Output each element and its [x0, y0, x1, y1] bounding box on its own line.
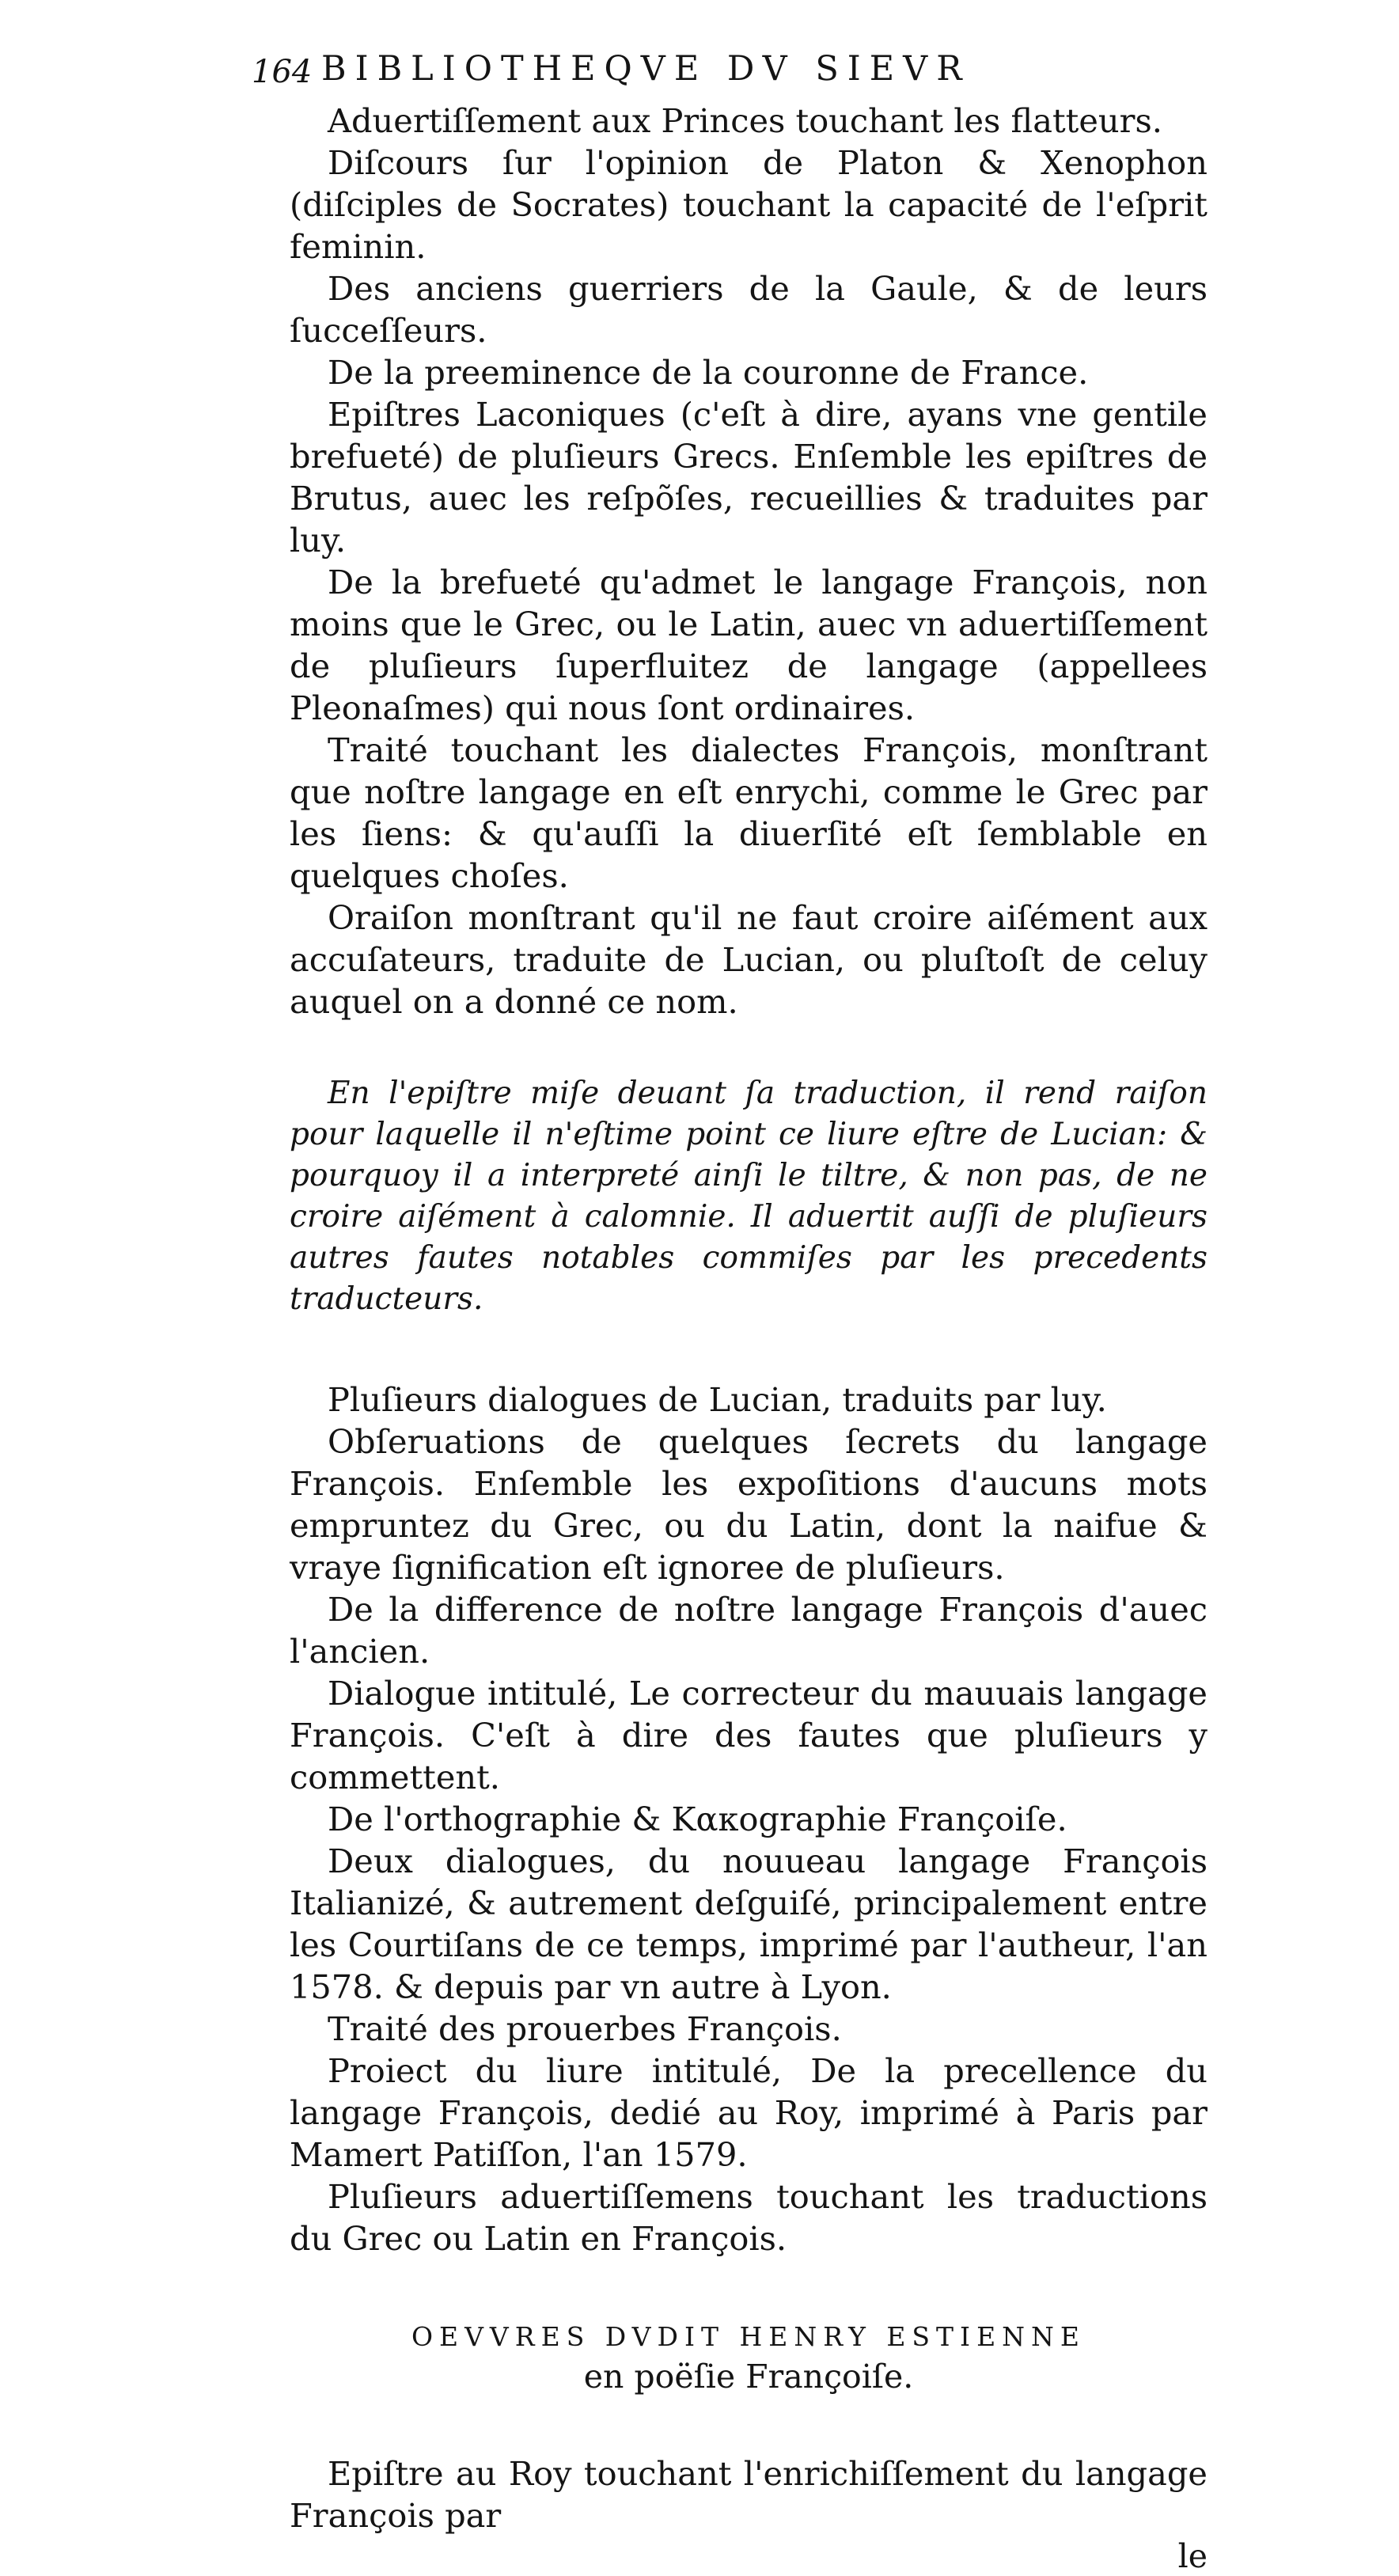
catalog-entry: De l'orthographie & Κακographie Françoiſe. — [328, 1800, 1067, 1838]
catalog-entry: Epiſtres Laconiques (c'eſt à dire, ayans vne gentile brefueté) de pluſieurs Grecs. Enſemble les epiſtres de Brutus, auec les reſpõſes, recueillies & traduites par luy. — [290, 395, 1208, 560]
section-heading: OEVVRES DVDIT HENRY ESTIENNE — [411, 2321, 1086, 2352]
section-subheading: en poëſie Françoiſe. — [583, 2358, 914, 2396]
catalog-entry: Obſeruations de quelques ſecrets du langage François. Enſemble les expoſitions d'aucuns mots empruntez du Grec, ou du Latin, dont la naifue & vraye ſignification eſt ignoree de pluſieurs. — [290, 1422, 1208, 1587]
catalog-entry: Des anciens guerriers de la Gaule, & de leurs ſucceſſeurs. — [290, 269, 1208, 350]
catalog-entry: Pluſieurs dialogues de Lucian, traduits par luy. — [328, 1380, 1107, 1419]
catalog-entry: Pluſieurs aduertiſſemens touchant les traductions du Grec ou Latin en François. — [290, 2177, 1208, 2258]
catalog-entry: Aduertiſſement aux Princes touchant les flatteurs. — [328, 101, 1162, 140]
catalog-entry: Diſcours ſur l'opinion de Platon & Xenophon (diſciples de Socrates) touchant la capacité de l'eſprit feminin. — [290, 143, 1208, 266]
catalog-entry: De la difference de noſtre langage François d'auec l'ancien. — [290, 1590, 1208, 1671]
catchword: le — [1177, 2537, 1208, 2575]
catalog-entry: Epiſtre au Roy touchant l'enrichiſſement du langage François par — [290, 2454, 1208, 2535]
catalog-entry: Dialogue intitulé, Le correcteur du mauuais langage François. C'eſt à dire des fautes que pluſieurs y commettent. — [290, 1674, 1208, 1796]
catalog-entry: Proiect du liure intitulé, De la precellence du langage François, dedié au Roy, imprimé à Paris par Mamert Patiſſon, l'an 1579. — [290, 2051, 1208, 2174]
catalog-entry: Traité des prouerbes François. — [328, 2009, 842, 2048]
page-header — [252, 49, 1090, 104]
italic-note: En l'epiſtre miſe deuant ſa traduction, il rend raiſon pour laquelle il n'eſtime point ce liure eſtre de Lucian: & pourquoy il a interpreté ainſi le tiltre, & non pas, de ne croire aiſément à calomnie. Il aduertit auſſi de pluſieurs autres fautes notables commiſes par les precedents traducteurs. — [290, 1076, 1208, 1317]
running-head: BIBLIOTHEQVE DV SIEVR — [321, 49, 971, 89]
page-number: 164 — [252, 54, 313, 90]
catalog-entry: Deux dialogues, du nouueau langage François Italianizé, & autrement deſguiſé, principalement entre les Courtiſans de ce temps, imprimé par l'autheur, l'an 1578. & depuis par vn autre à Lyon. — [290, 1842, 1208, 2006]
catalog-entry: Traité touchant les dialectes François, monſtrant que noſtre langage en eſt enrychi, comme le Grec par les ſiens: & qu'auſſi la diuerſité eſt ſemblable en quelques choſes. — [290, 730, 1208, 895]
catalog-entry: De la preeminence de la couronne de France. — [328, 353, 1089, 392]
text-block — [290, 100, 1208, 2576]
catalog-entry: Oraiſon monſtrant qu'il ne faut croire aiſément aux accuſateurs, traduite de Lucian, ou pluſtoſt de celuy auquel on a donné ce nom. — [290, 898, 1208, 1021]
catalog-entry: De la brefueté qu'admet le langage François, non moins que le Grec, ou le Latin, auec vn aduertiſſement de pluſieurs ſuperfluitez de langage (appellees Pleonaſmes) qui nous ſont ordinaires. — [290, 563, 1208, 727]
